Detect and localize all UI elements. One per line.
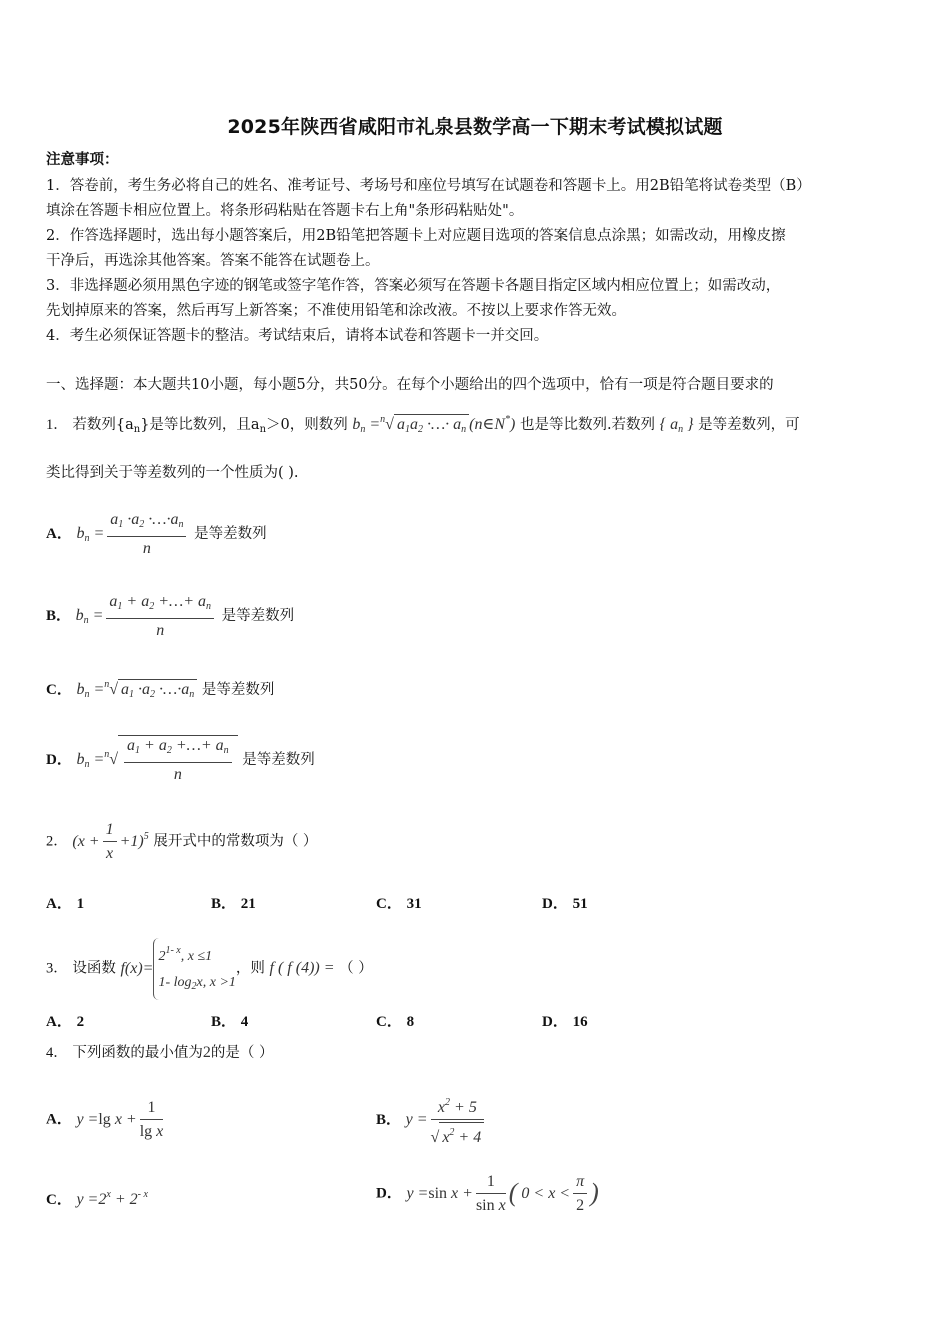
q1-option-a: A． $b_n$ = $\frac{a_1 \cdot a_2 \cdot\dots\cdot a_n}{n}$ 是等差数列 (46, 511, 267, 557)
q4-option-a: A． y =lg x + $\frac{1}{\text{lg x}}$ (46, 1098, 166, 1142)
formula-q4-b: y = $\frac{x^2 + 5}{√ x^2 + 4}$ (406, 1111, 488, 1128)
q3-choice-c: C． 8 (376, 1014, 415, 1030)
notice-line-2b: 干净后，再选涂其他答案。答案不能答在试题卷上。 (46, 253, 380, 269)
q4-option-b: B． y = $\frac{x^2 + 5}{√ x^2 + 4}$ (376, 1093, 487, 1148)
formula-q4-d: y =sin x + $\frac{1}{\text{sin x}}$ ( 0 < x < $\frac{\pi}{2}$ ) (406, 1173, 599, 1214)
formula-option-c: $b_n =^n√$ $a_1 \cdot a_2$ $\cdot\dots\cdot a_n$ (76, 681, 197, 698)
q1-option-d: D． $b_n =^n√$ $\frac{a_1 + a_2 +\dots+ a_n}{n}$ 是等差数列 (46, 737, 315, 783)
formula-binomial: (x + $\frac{1}{x}$ +1)$^5$ (72, 821, 149, 862)
formula-q4-a: y =lg x + $\frac{1}{\text{lg x}}$ (76, 1099, 164, 1140)
question-4: 4． 下列函数的最小值为2的是（ ） (46, 1044, 274, 1061)
formula-q4-c: $y =2^x + 2^{- x}$ (76, 1189, 148, 1208)
question-number: 1． (46, 417, 68, 433)
q3-choice-d: D． 16 (542, 1014, 588, 1030)
section-heading: 一、选择题：本大题共10小题，每小题5分，共50分。在每个小题给出的四个选项中，恰有一项是符合题目要求的 (46, 377, 774, 393)
notice-heading: 注意事项： (46, 151, 119, 168)
notice-line-2a: 2．作答选择题时，选出每小题答案后，用2B铅笔把答题卡上对应题目选项的答案信息点涂黑；如需改动，用橡皮擦 (46, 228, 786, 244)
q3-choice-a: A． 2 (46, 1014, 85, 1030)
q4-option-d: D． y =sin x + $\frac{1}{\text{sin x}}$ ( 0 < x < $\frac{\pi}{2}$ ) (376, 1173, 599, 1214)
question-1-cont: 类比得到关于等差数列的一个性质为( ). (46, 465, 299, 481)
page-title: 2025年陕西省咸阳市礼泉县数学高一下期末考试模拟试题 (227, 116, 723, 138)
formula-bn-geometric: $b_n =^n√$ $a_1a_2$ ·…· $a_n$ (n∈N*) (352, 416, 515, 433)
q2-choice-b: B． 21 (211, 896, 256, 912)
q2-choice-d: D． 51 (542, 896, 588, 912)
question-1: 1． 若数列$\{a_n\}$是等比数列，且$a_n>0$，则数列 $b_n =^n√$ $a_1a_2$ ·…· $a_n$ (n∈N*) 也是等比数列.若数列 { $a_n$ } 是等差数列，可 (46, 410, 800, 440)
q2-choice-c: C． 31 (376, 896, 422, 912)
notice-line-4: 4．考生必须保证答题卡的整洁。考试结束后，请将本试卷和答题卡一并交回。 (46, 328, 549, 344)
notice-line-1a: 1．答卷前，考生务必将自己的姓名、准考证号、考场号和座位号填写在试题卷和答题卡上。用2B铅笔将试卷类型（B） (46, 178, 811, 194)
q1-option-b: B． $b_n$ = $\frac{a_1 + a_2 +\dots+ a_n}{n}$ 是等差数列 (46, 593, 295, 639)
notice-line-1b: 填涂在答题卡相应位置上。将条形码粘贴在答题卡右上角"条形码粘贴处"。 (46, 203, 524, 219)
q4-option-c: C． $y =2^x + 2^{- x}$ (46, 1189, 148, 1208)
question-2: 2． (x + $\frac{1}{x}$ +1)$^5$ 展开式中的常数项为（ ） (46, 821, 318, 862)
formula-ff4: f ( f (4)) = (269, 959, 335, 977)
q3-choice-b: B． 4 (211, 1014, 249, 1030)
formula-an: { $a_n$ } (659, 416, 694, 435)
question-3: 3． 设函数 $f(x)=2^{1- x}$, x ≤1 1- $\log_2x$, x >1，则 f ( f (4)) = （ ） (46, 938, 373, 1000)
notice-line-3b: 先划掉原来的答案，然后再写上新答案；不准使用铅笔和涂改液。不按以上要求作答无效。 (46, 303, 626, 319)
formula-option-a: $b_n$ = $\frac{a_1 \cdot a_2 \cdot\dots\cdot a_n}{n}$ (76, 525, 189, 542)
q1-option-c: C． $b_n =^n√$ $a_1 \cdot a_2$ $\cdot\dots\cdot a_n$ 是等差数列 (46, 675, 274, 705)
formula-option-d: $b_n =^n√$ $\frac{a_1 + a_2 +\dots+ a_n}{n}$ (76, 751, 237, 768)
notice-line-3a: 3．非选择题必须用黑色字迹的钢笔或签字笔作答，答案必须写在答题卡各题目指定区域内相应位置上；如需改动， (46, 278, 781, 294)
formula-piecewise: $f(x)=2^{1- x}$, x ≤1 1- $\log_2x$, x >1 (120, 960, 235, 977)
q2-choice-a: A． 1 (46, 896, 85, 912)
formula-option-b: $b_n$ = $\frac{a_1 + a_2 +\dots+ a_n}{n}$ (76, 607, 217, 624)
